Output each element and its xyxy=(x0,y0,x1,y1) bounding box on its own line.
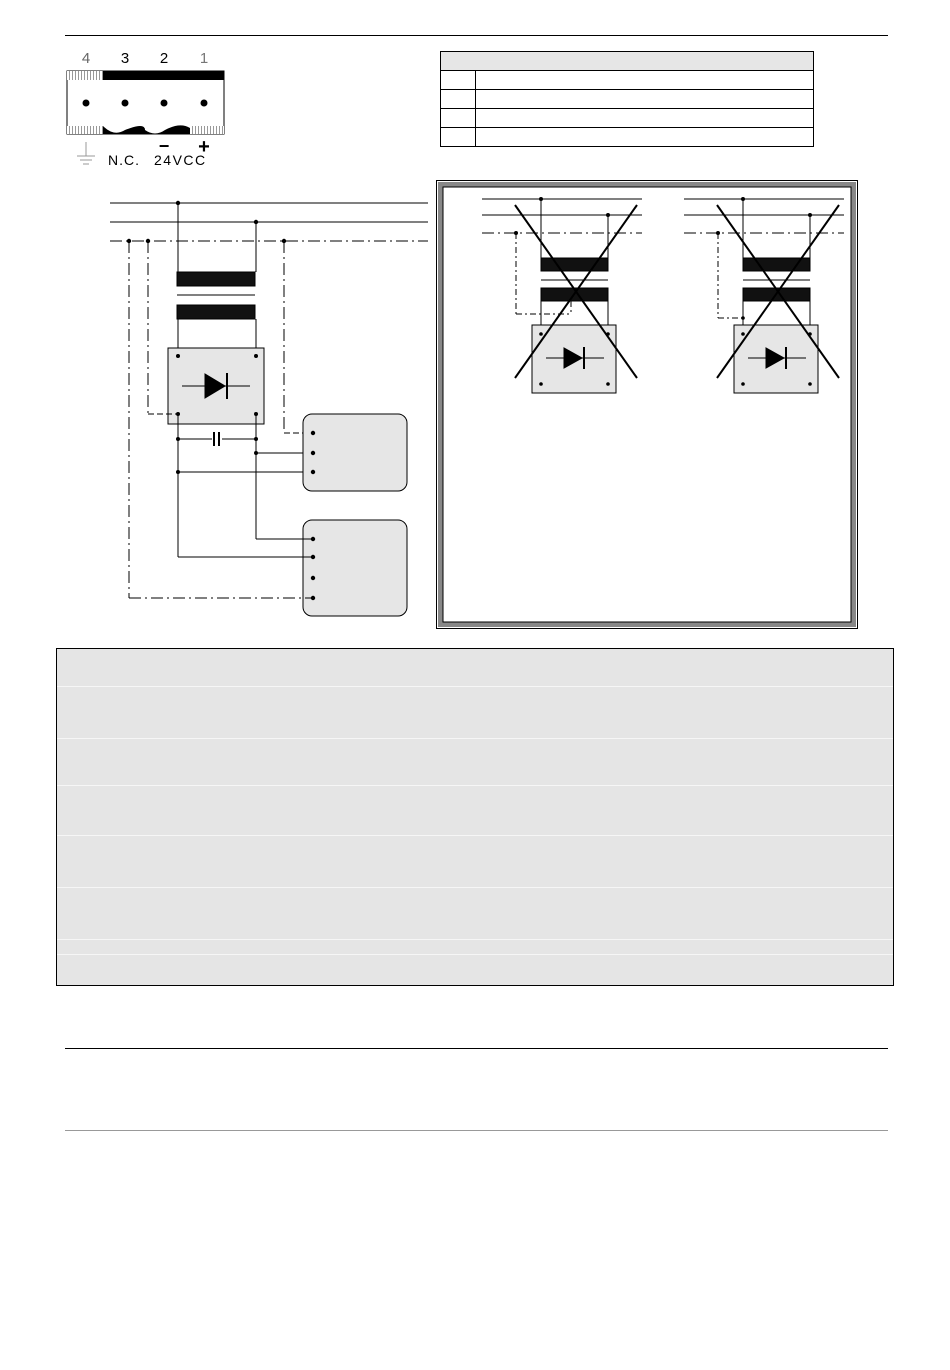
terminal-connector xyxy=(67,50,224,168)
pin-number-3: 3 xyxy=(120,50,130,67)
info-row-divider xyxy=(57,835,893,836)
plus-sign: + xyxy=(198,136,210,158)
info-row-divider xyxy=(57,954,893,955)
info-row-divider xyxy=(57,738,893,739)
incorrect-examples-frame xyxy=(437,181,858,629)
pin-number-4: 4 xyxy=(81,50,91,67)
wiring-diagram xyxy=(0,0,950,640)
info-row-divider xyxy=(57,939,893,940)
minus-sign: − xyxy=(158,136,170,156)
pin-number-2: 2 xyxy=(159,50,169,67)
section-rule-bottom xyxy=(65,1130,888,1131)
info-row-divider xyxy=(57,887,893,888)
info-row-divider xyxy=(57,785,893,786)
pin-number-1: 1 xyxy=(199,50,209,67)
capacitor-icon xyxy=(214,432,219,446)
voltage-label: 24VCC xyxy=(154,152,207,168)
correct-wiring xyxy=(110,203,428,616)
nc-label: N.C. xyxy=(108,152,140,168)
info-row-divider xyxy=(57,686,893,687)
ground-icon xyxy=(77,142,95,164)
section-rule xyxy=(65,1048,888,1049)
info-box xyxy=(56,648,894,986)
